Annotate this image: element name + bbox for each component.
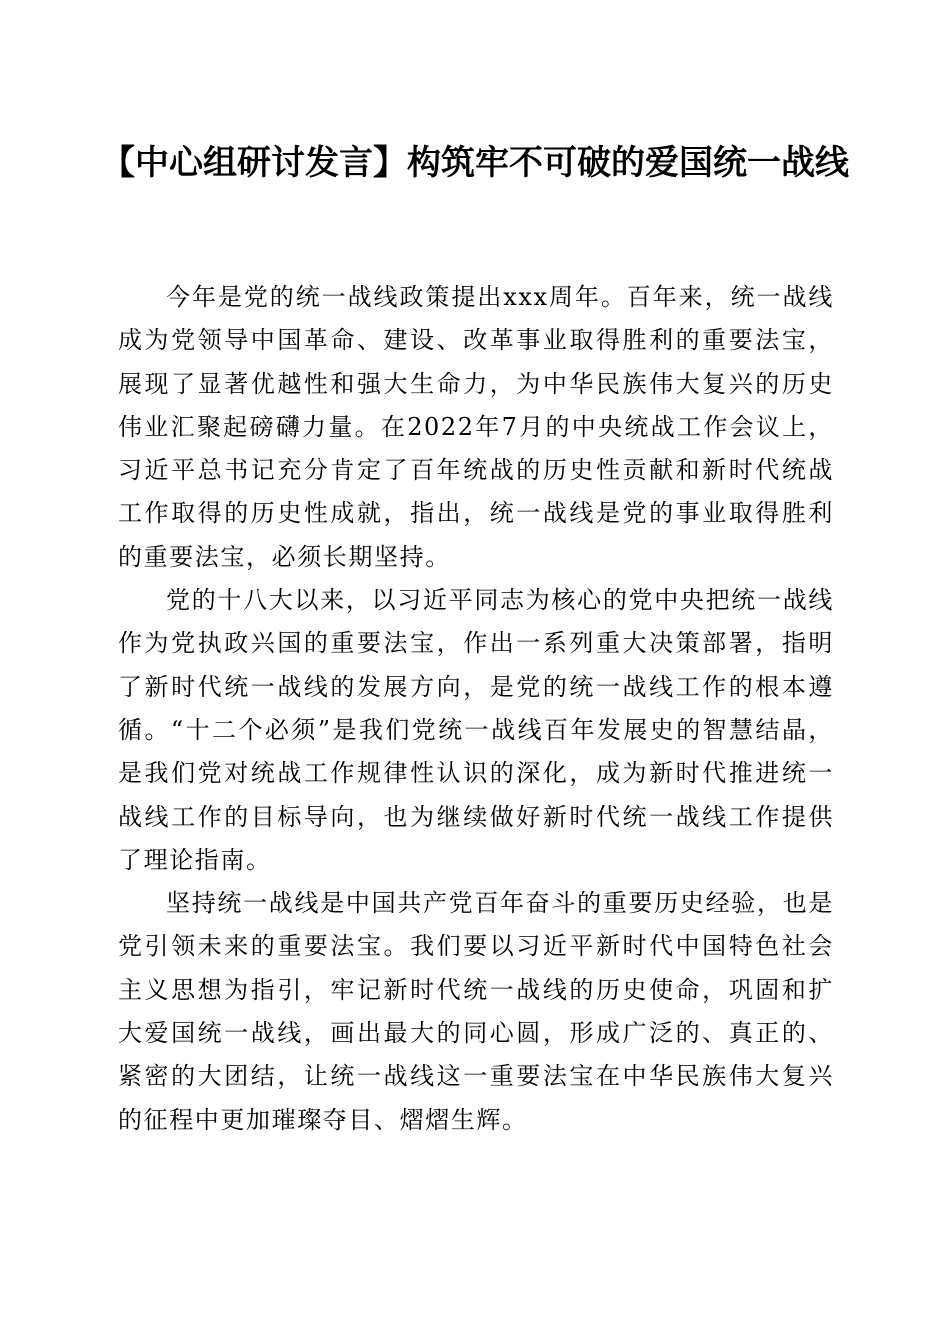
paragraph-2: 党的十八大以来，以习近平同志为核心的党中央把统一战线作为党执政兴国的重要法宝，作出一系列重大决策部署，指明了新时代统一战线的发展方向，是党的统一战线工作的根本遵循。“十二个必须”是我们党统一战线百年发展史的智慧结晶，是我们党对统战工作规律性认识的深化，成为新时代推进统一战线工作的目标导向，也为继续做好新时代统一战线工作提供了理论指南。: [118, 586, 834, 874]
paragraph-3: 坚持统一战线是中国共产党百年奋斗的重要历史经验，也是党引领未来的重要法宝。我们要以习近平新时代中国特色社会主义思想为指引，牢记新时代统一战线的历史使命，巩固和扩大爱国统一战线，画出最大的同心圆，形成广泛的、真正的、紧密的大团结，让统一战线这一重要法宝在中华民族伟大复兴的征程中更加璀璨夺目、熠熠生辉。: [118, 889, 834, 1134]
document-body: [118, 276, 834, 1142]
document-title: 【中心组研讨发言】构筑牢不可破的爱国统一战线: [101, 143, 849, 183]
paragraph-1: 今年是党的统一战线政策提出xxx周年。百年来，统一战线成为党领导中国革命、建设、改革事业取得胜利的重要法宝，展现了显著优越性和强大生命力，为中华民族伟大复兴的历史伟业汇聚起磅礴力量。在2022年7月的中央统战工作会议上，习近平总书记充分肯定了百年统战的历史性贡献和新时代统战工作取得的历史性成就，指出，统一战线是党的事业取得胜利的重要法宝，必须长期坚持。: [118, 283, 834, 571]
